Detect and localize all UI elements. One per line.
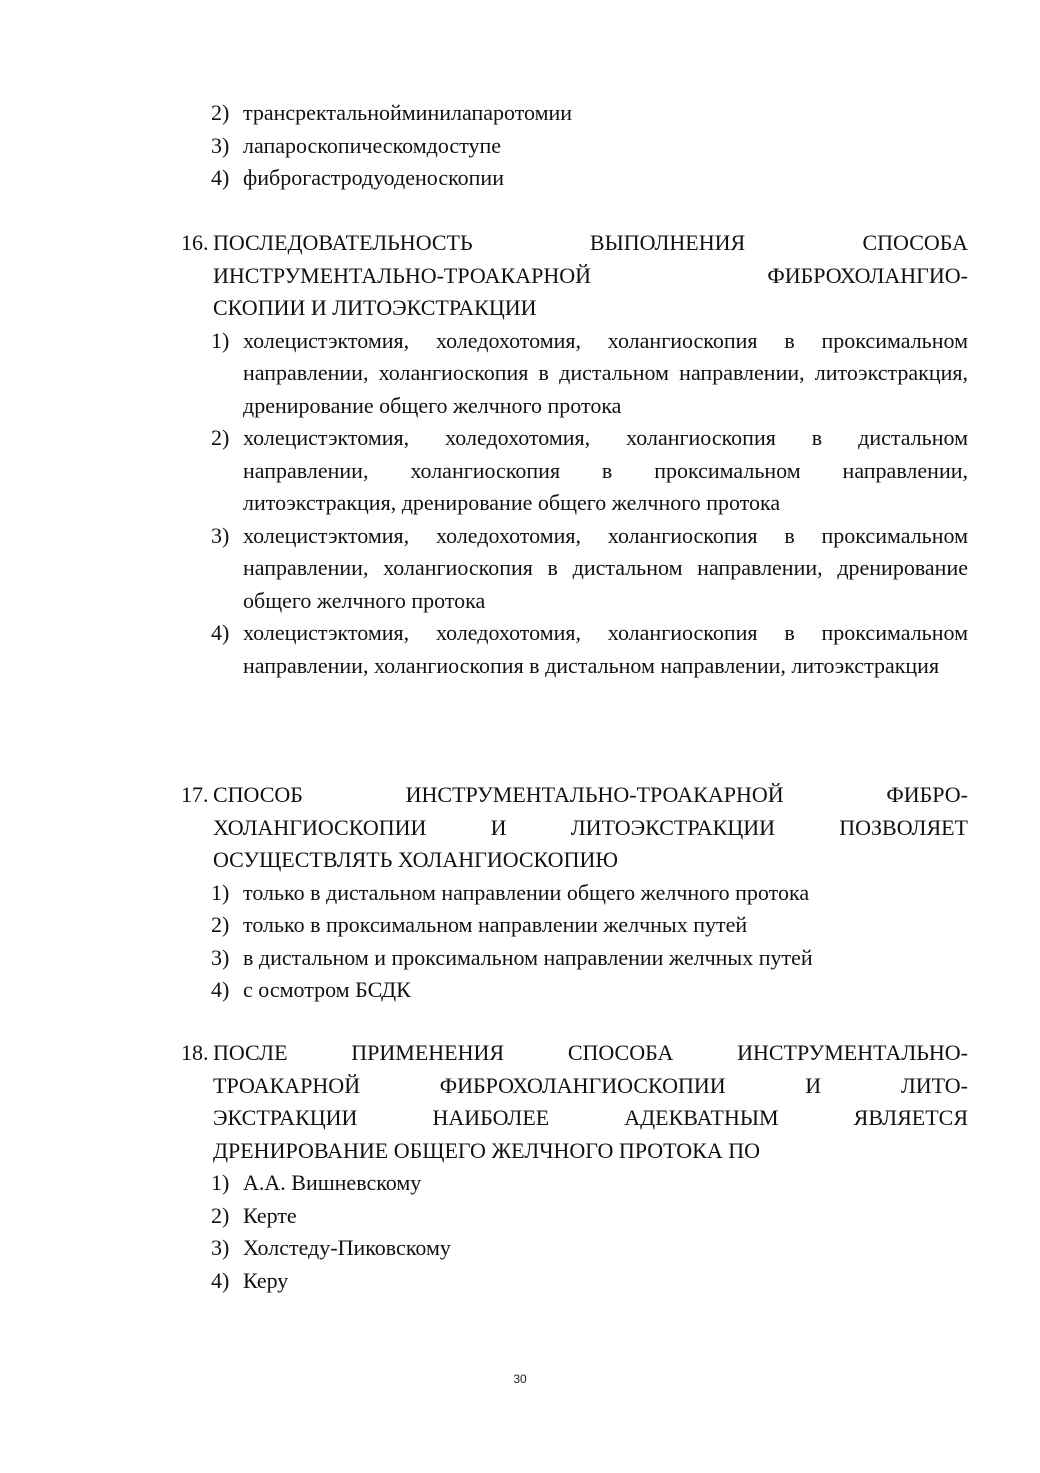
list-item	[211, 1265, 968, 1298]
list-item	[211, 520, 968, 618]
option-text: холецистэктомия, холедохотомия, холангиоскопия в проксимальном направлении, холангиоскопия в дистальном направлении, литоэкстракция, дренирование общего желчного протока	[243, 327, 968, 418]
option-number: 2)	[211, 100, 230, 125]
question-title-line: СКОПИИ И ЛИТОЭКСТРАКЦИИ	[213, 295, 537, 320]
question-title	[181, 779, 968, 877]
option-number: 2)	[211, 1202, 230, 1228]
list-item	[211, 909, 968, 942]
continued-options-list	[211, 97, 968, 195]
question-title	[181, 1037, 968, 1167]
option-number: 4)	[211, 977, 230, 1002]
option-text: Керте	[243, 1202, 297, 1228]
question-title-line: ДРЕНИРОВАНИЕ ОБЩЕГО ЖЕЛЧНОГО ПРОТОКА ПО	[213, 1137, 761, 1163]
list-item	[211, 942, 968, 975]
option-text: лапароскопическомдоступе	[243, 132, 502, 158]
question-title-line: ПОСЛЕ ПРИМЕНЕНИЯ СПОСОБА ИНСТРУМЕНТАЛЬНО-	[213, 1040, 968, 1065]
option-text: фиброгастродуоденоскопии	[243, 165, 504, 190]
question-16	[181, 227, 968, 682]
list-item	[211, 325, 968, 423]
list-item	[211, 877, 968, 910]
option-number: 3)	[211, 522, 230, 548]
question-18	[181, 1037, 968, 1297]
option-text: трансректальнойминилапаротомии	[243, 100, 573, 125]
list-item	[211, 422, 968, 520]
question-title-line: ОСУЩЕСТВЛЯТЬ ХОЛАНГИОСКОПИЮ	[213, 847, 618, 872]
list-item	[211, 974, 968, 1007]
option-text: Холстеду-Пиковскому	[243, 1235, 451, 1260]
question-number: 18.	[181, 1040, 209, 1065]
option-number: 3)	[211, 1235, 230, 1260]
list-item	[211, 162, 968, 195]
option-number: 4)	[211, 165, 230, 190]
list-item	[211, 1167, 968, 1200]
question-number: 17.	[181, 782, 209, 807]
page-number: 30	[513, 1372, 527, 1386]
option-number: 1)	[211, 327, 230, 353]
option-text: Керу	[243, 1267, 289, 1293]
answer-options-list	[211, 877, 968, 1007]
list-item	[211, 97, 968, 130]
option-number: 2)	[211, 912, 230, 937]
question-title-line: ЭКСТРАКЦИИ НАИБОЛЕЕ АДЕКВАТНЫМ ЯВЛЯЕТСЯ	[213, 1105, 968, 1130]
option-text: холецистэктомия, холедохотомия, холангиоскопия в проксимальном направлении, холангиоскопия в дистальном направлении, дренирование общего желчного протока	[243, 522, 968, 613]
option-text: только в проксимальном направлении желчных путей	[243, 912, 748, 937]
answer-options-list	[211, 325, 968, 683]
option-text: А.А. Вишневскому	[243, 1170, 422, 1195]
question-17	[181, 779, 968, 1007]
list-item	[211, 1200, 968, 1233]
question-title-line: ПОСЛЕДОВАТЕЛЬНОСТЬ ВЫПОЛНЕНИЯ СПОСОБА	[213, 230, 968, 255]
option-number: 3)	[211, 944, 230, 970]
option-number: 1)	[211, 1170, 230, 1195]
option-number: 2)	[211, 425, 230, 450]
question-title-line: ИНСТРУМЕНТАЛЬНО-ТРОАКАРНОЙ ФИБРОХОЛАНГИО-	[213, 262, 968, 288]
list-item	[211, 617, 968, 682]
question-number: 16.	[181, 230, 209, 255]
question-title	[181, 227, 968, 325]
option-text: холецистэктомия, холедохотомия, холангиоскопия в дистальном направлении, холангиоскопия в проксимальном направлении, литоэкстракция, дренирование общего желчного протока	[243, 425, 968, 515]
question-title-line: СПОСОБ ИНСТРУМЕНТАЛЬНО-ТРОАКАРНОЙ ФИБРО-	[213, 782, 968, 807]
question-title-line: ТРОАКАРНОЙ ФИБРОХОЛАНГИОСКОПИИ И ЛИТО-	[213, 1072, 968, 1098]
question-title-line: ХОЛАНГИОСКОПИИ И ЛИТОЭКСТРАКЦИИ ПОЗВОЛЯЕТ	[213, 814, 968, 840]
option-text: холецистэктомия, холедохотомия, холангиоскопия в проксимальном направлении, холангиоскопия в дистальном направлении, литоэкстракция	[243, 620, 968, 678]
option-text: в дистальном и проксимальном направлении желчных путей	[243, 944, 813, 970]
option-number: 3)	[211, 132, 230, 158]
option-number: 1)	[211, 879, 230, 905]
option-number: 4)	[211, 620, 230, 645]
answer-options-list	[211, 1167, 968, 1297]
option-text: с осмотром БСДК	[243, 977, 411, 1002]
option-number: 4)	[211, 1267, 230, 1293]
list-item	[211, 130, 968, 163]
list-item	[211, 1232, 968, 1265]
option-text: только в дистальном направлении общего желчного протока	[243, 879, 810, 905]
